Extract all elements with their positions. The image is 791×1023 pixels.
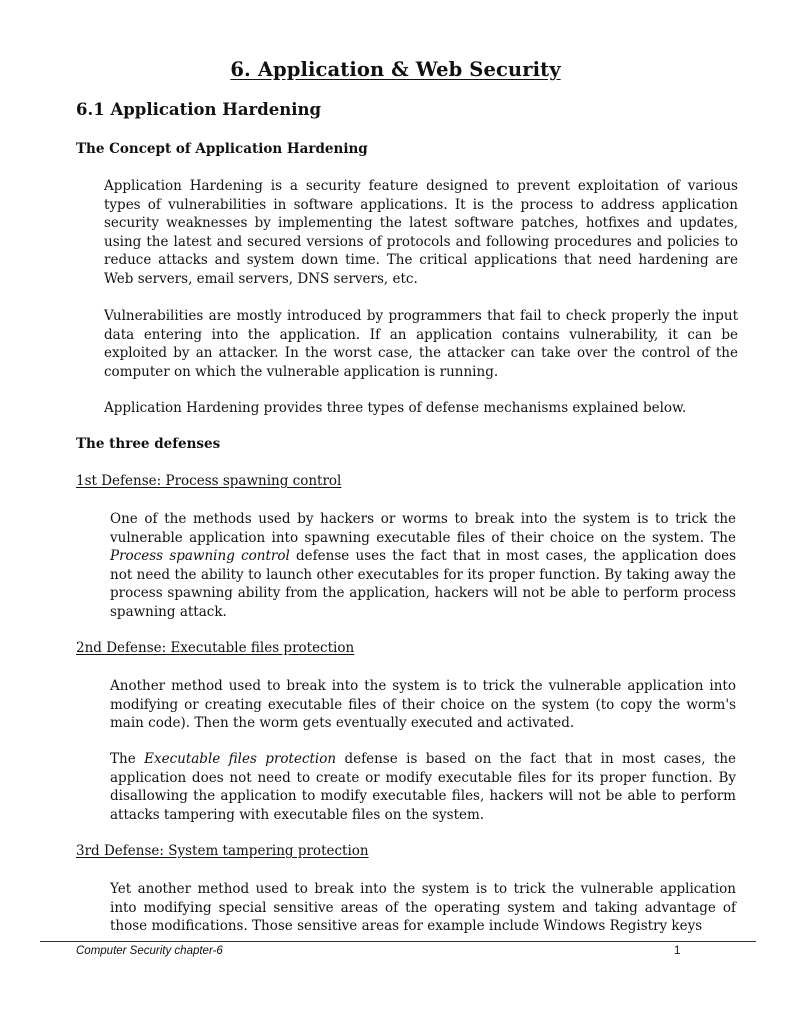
footer-divider bbox=[40, 941, 756, 942]
defense-1-text-after: defense uses the fact that in most cases, the application does not need the ability to launch other executables for its proper function. By taking away the process spawning ability from the application, hackers will not be able to perform process spawning attack. bbox=[110, 548, 736, 620]
intro-paragraph-2: Vulnerabilities are mostly introduced by programmers that fail to check properly the input data entering into the application. If an application contains vulnerability, it can be exploited by an attacker. In the worst case, the attacker can take over the control of the computer on which the vulnerable application is running. bbox=[104, 308, 738, 380]
footer-chapter-label: Computer Security chapter-6 bbox=[76, 945, 223, 957]
intro-paragraph-3: Application Hardening provides three types of defense mechanisms explained below. bbox=[104, 400, 687, 416]
defense-1-paragraph bbox=[110, 510, 736, 622]
defense-3-heading: 3rd Defense: System tampering protection bbox=[76, 843, 369, 859]
defense-2-paragraph-2 bbox=[110, 750, 736, 824]
defense-2-text-after: defense is based on the fact that in most cases, the application does not need to create or modify executable files for its proper function. By disallowing the application to modify executable files, hackers will not be able to perform attacks tampering with executable files on the system. bbox=[110, 751, 736, 823]
defense-1-emphasis: Process spawning control bbox=[110, 548, 290, 565]
defense-2-emphasis: Executable files protection bbox=[144, 751, 337, 767]
defense-3-paragraph: Yet another method used to break into the system is to trick the vulnerable application into modifying special sensitive areas of the operating system and taking advantage of those modifications. Those sensitive areas for example include Windows Registry keys bbox=[110, 881, 736, 935]
section-title: 6.1 Application Hardening bbox=[76, 100, 322, 119]
intro-paragraph-1: Application Hardening is a security feature designed to prevent exploitation of various types of vulnerabilities in software applications. It is the process to address application security weaknesses by implementing the latest software patches, hotfixes and updates, using the latest and secured versions of protocols and following procedures and policies to reduce attacks and system down time. The critical applications that need hardening are Web servers, email servers, DNS servers, etc. bbox=[104, 178, 738, 287]
footer-page-number: 1 bbox=[674, 945, 681, 957]
defenses-heading: The three defenses bbox=[76, 436, 221, 452]
defense-2-text-before: The bbox=[110, 751, 145, 767]
defense-2-paragraph-1: Another method used to break into the system is to trick the vulnerable application into modifying or creating executable files of their choice on the system (to copy the worm's main code). Then the worm gets eventually executed and activated. bbox=[110, 678, 736, 732]
defense-2-heading: 2nd Defense: Executable files protection bbox=[76, 640, 355, 656]
concept-heading: The Concept of Application Hardening bbox=[76, 141, 368, 157]
defense-1-heading: 1st Defense: Process spawning control bbox=[76, 473, 342, 489]
page-title: 6. Application & Web Security bbox=[230, 58, 561, 81]
defense-1-text-before: One of the methods used by hackers or worms to break into the system is to trick the vulnerable application into spawning executable files of their choice on the system. The bbox=[110, 511, 736, 546]
